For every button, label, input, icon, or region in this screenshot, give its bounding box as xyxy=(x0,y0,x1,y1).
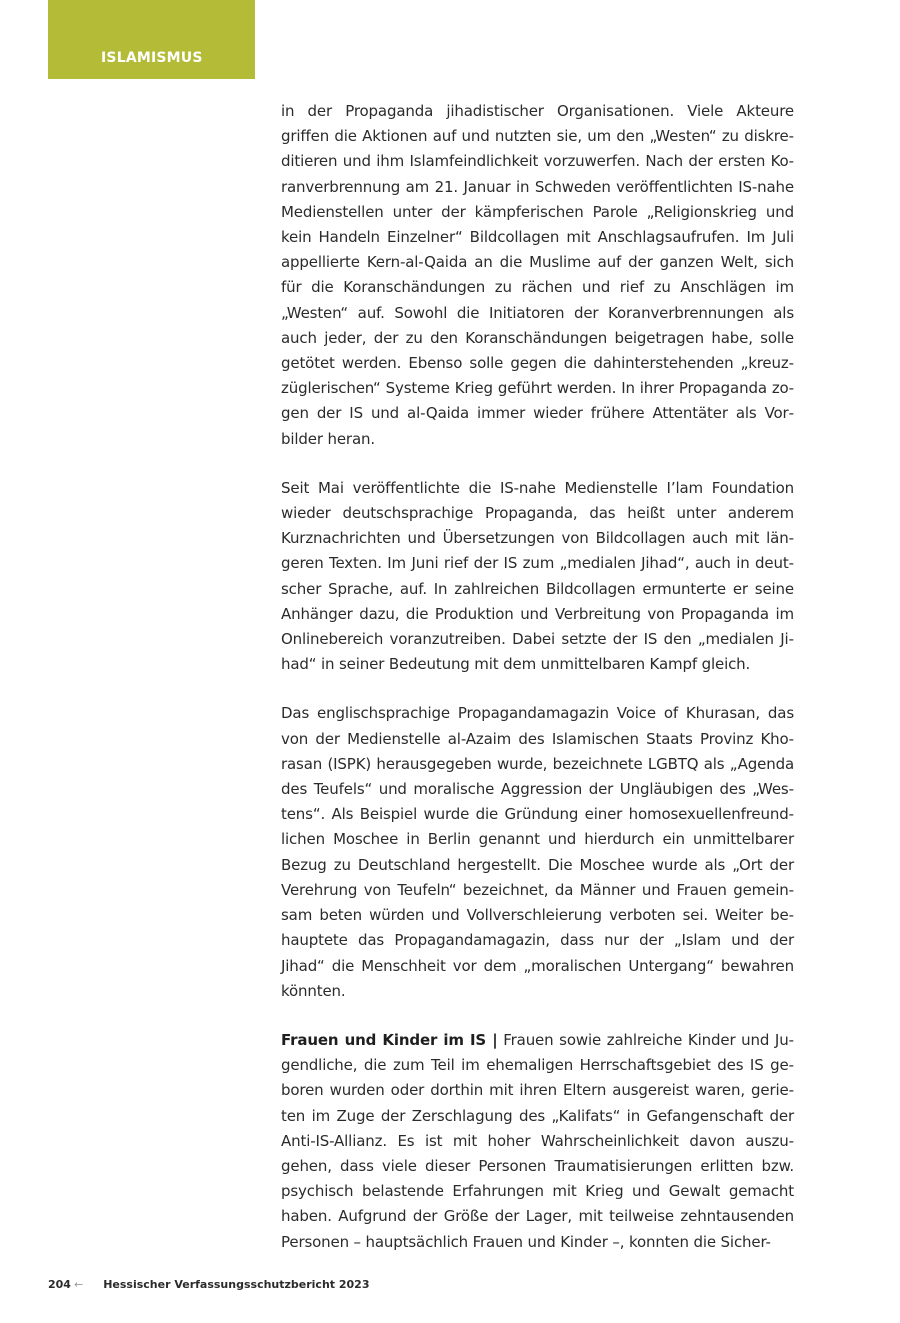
section-label: ISLAMISMUS xyxy=(101,50,203,66)
paragraph: Seit Mai veröffentlichte die IS-nahe Medienstelle I’lam Foundation wieder deutschsprachige Propaganda, das heißt unter anderem Kurznachrichten und Übersetzungen von Bildcollagen auch mit längeren Texten. Im Juni rief der IS zum „medialen Jihad“, auch in deutscher Sprache, auf. In zahlreichen Bildcollagen ermunterte er seine Anhänger dazu, die Produktion und Verbreitung von Propaganda im Onlinebereich voranzutreiben. Dabei setzte der IS den „medialen Jihad“ in seiner Bedeutung mit dem unmittelbaren Kampf gleich. xyxy=(281,478,794,674)
subheading-lead: Frauen und Kinder im IS | xyxy=(281,1030,498,1049)
page-footer xyxy=(48,1278,370,1291)
paragraph: Das englischsprachige Propagandamagazin Voice of Khurasan, das von der Medienstelle al-Azaim des Islamischen Staats Provinz Khorasan (ISPK) herausgegeben wurde, bezeichnete LGBTQ als „Agenda des Teufels“ und moralische Aggression der Ungläubigen des „Westens“. Als Beispiel wurde die Gründung einer homosexuellenfreundlichen Moschee in Berlin genannt und hierdurch ein unmittelbarer Bezug zu Deutschland hergestellt. Die Moschee wurde als „Ort der Verehrung von Teufeln“ bezeichnet, da Männer und Frauen gemeinsam beten würden und Vollverschleierung verboten sei. Weiter behauptete das Propagandamagazin, dass nur der „Islam und der Jihad“ die Menschheit vor dem „moralischen Untergang“ bewahren könnten. xyxy=(281,704,794,1000)
section-tab xyxy=(48,0,255,79)
page-number: 204 xyxy=(48,1278,71,1291)
report-title: Hessischer Verfassungsschutzbericht 2023 xyxy=(103,1278,370,1291)
paragraph xyxy=(281,1028,794,1255)
main-text xyxy=(281,99,794,1279)
paragraph-text: Frauen sowie zahlreiche Kinder und Jugendliche, die zum Teil im ehemaligen Herrschaftsgebiet des IS geboren wurden oder dorthin mit ihren Eltern ausgereist waren, gerieten im Zuge der Zerschlagung des „Kalifats“ in Gefangenschaft der Anti-IS-Allianz. Es ist mit hoher Wahrscheinlichkeit davon auszugehen, dass viele dieser Personen Traumatisierungen erlitten bzw. psychisch belastende Erfahrungen mit Krieg und Gewalt gemacht haben. Aufgrund der Größe der Lager, mit teilweise zehntausenden Personen – hauptsächlich Frauen und Kinder –, konnten die Sicher- xyxy=(281,1030,794,1251)
arrow-left-icon: ← xyxy=(73,1278,84,1291)
paragraph: in der Propaganda jihadistischer Organisationen. Viele Akteure griffen die Aktionen auf und nutzten sie, um den „Westen“ zu diskreditieren und ihm Islamfeindlichkeit vorzuwerfen. Nach der ersten Koranverbrennung am 21. Januar in Schweden veröffentlichten IS-nahe Medienstellen unter der kämpferischen Parole „Religionskrieg und kein Handeln Einzelner“ Bildcollagen mit Anschlagsaufrufen. Im Juli appellierte Kern-al-Qaida an die Muslime auf der ganzen Welt, sich für die Koranschändungen zu rächen und rief zu Anschlägen im „Westen“ auf. Sowohl die Initiatoren der Koranverbrennungen als auch jeder, der zu den Koranschändungen beigetragen habe, solle getötet werden. Ebenso solle gegen die dahinterstehenden „kreuzzüglerischen“ Systeme Krieg geführt werden. In ihrer Propaganda zogen der IS und al-Qaida immer wieder frühere Attentäter als Vorbilder heran. xyxy=(281,102,794,448)
